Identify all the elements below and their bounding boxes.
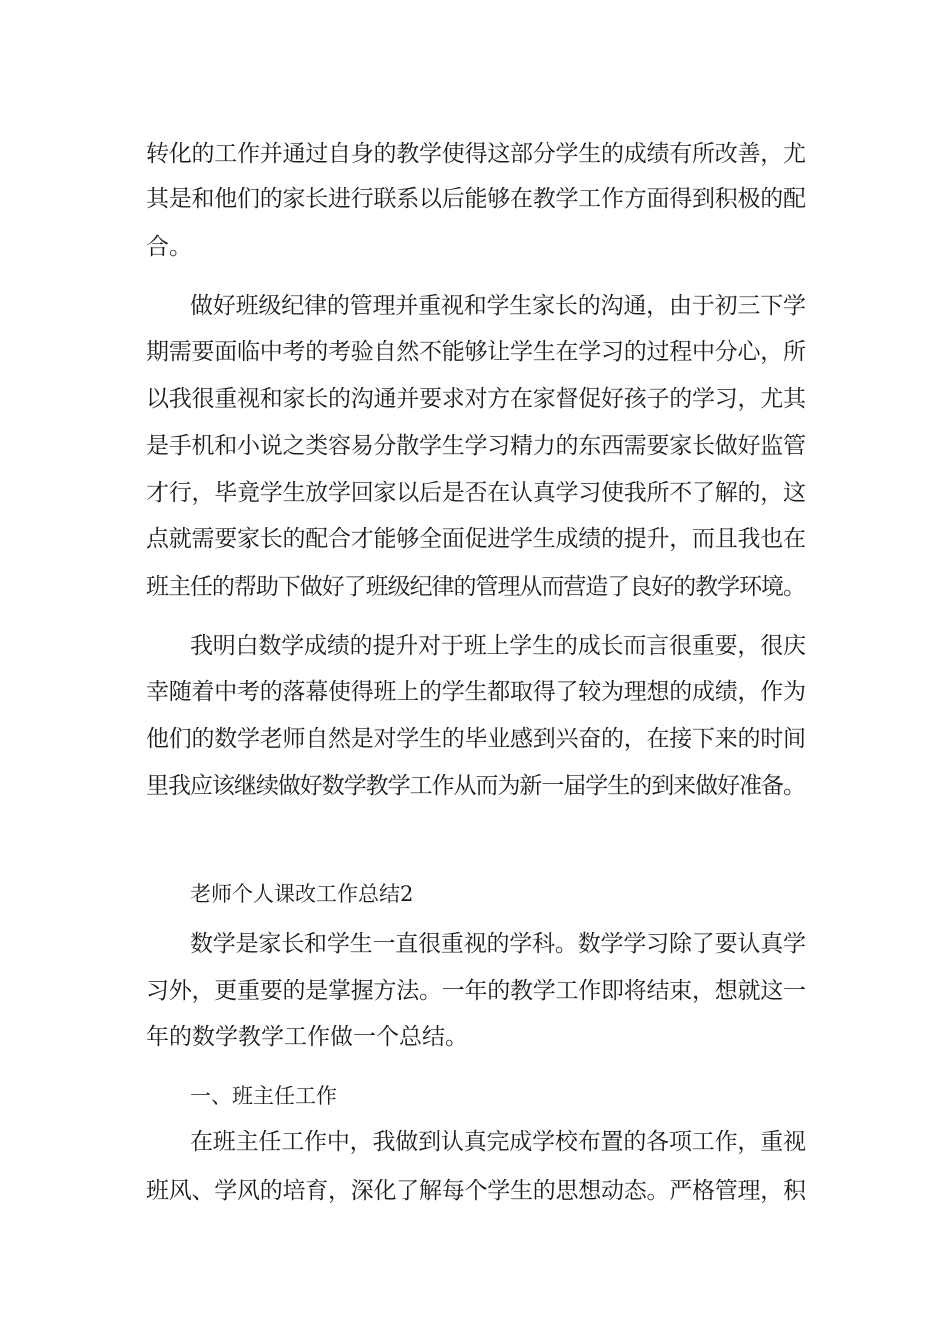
paragraph-line: 期需要面临中考的考验自然不能够让学生在学习的过程中分心，所 (146, 339, 806, 365)
section-title: 老师个人课改工作总结2 (190, 882, 414, 906)
paragraph-line: 是手机和小说之类容易分散学生学习精力的东西需要家长做好监管 (146, 433, 806, 459)
paragraph-line: 合。 (146, 234, 192, 260)
paragraph-line: 以我很重视和家长的沟通并要求对方在家督促好孩子的学习，尤其 (146, 386, 806, 412)
paragraph-line: 里我应该继续做好数学教学工作从而为新一届学生的到来做好准备。 (146, 773, 805, 799)
subsection-heading: 一、班主任工作 (190, 1084, 337, 1108)
paragraph-line: 数学是家长和学生一直很重视的学科。数学学习除了要认真学 (190, 931, 806, 957)
paragraph-line: 点就需要家长的配合才能够全面促进学生成绩的提升，而且我也在 (146, 526, 806, 552)
paragraph-line: 做好班级纪律的管理并重视和学生家长的沟通，由于初三下学 (190, 293, 806, 319)
paragraph-line: 年的数学教学工作做一个总结。 (146, 1024, 468, 1050)
paragraph-line: 班主任的帮助下做好了班级纪律的管理从而营造了良好的教学环境。 (146, 574, 805, 600)
paragraph-line: 幸随着中考的落幕使得班上的学生都取得了较为理想的成绩，作为 (146, 679, 806, 705)
paragraph-line: 其是和他们的家长进行联系以后能够在教学工作方面得到积极的配 (146, 186, 806, 212)
paragraph-line: 才行，毕竟学生放学回家以后是否在认真学习使我所不了解的，这 (146, 480, 806, 506)
paragraph-line: 我明白数学成绩的提升对于班上学生的成长而言很重要，很庆 (190, 633, 806, 659)
paragraph-line: 转化的工作并通过自身的教学使得这部分学生的成绩有所改善，尤 (146, 141, 806, 167)
paragraph-line: 班风、学风的培育，深化了解每个学生的思想动态。严格管理，积 (146, 1178, 806, 1204)
paragraph-line: 习外，更重要的是掌握方法。一年的教学工作即将结束，想就这一 (146, 978, 806, 1004)
paragraph-line: 他们的数学老师自然是对学生的毕业感到兴奋的，在接下来的时间 (146, 726, 806, 752)
paragraph-line: 在班主任工作中，我做到认真完成学校布置的各项工作，重视 (190, 1129, 806, 1155)
